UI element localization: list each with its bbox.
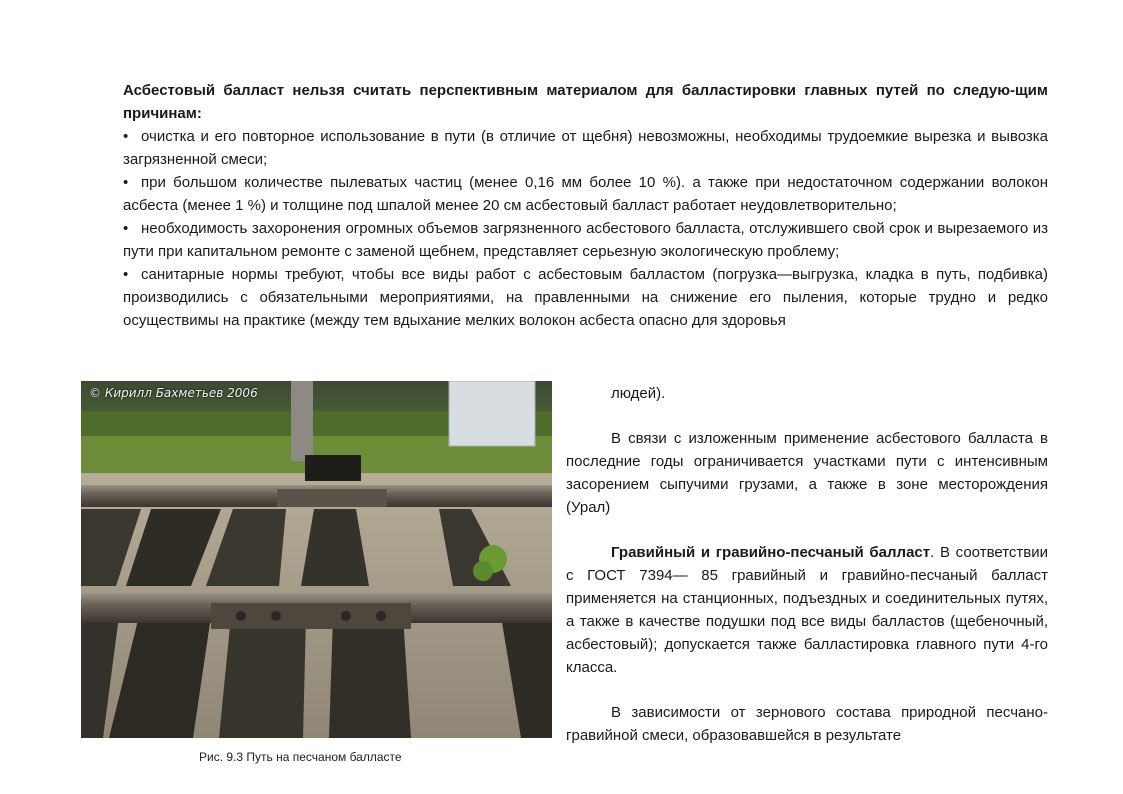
- gravel-paragraph: [566, 541, 1048, 679]
- track-photo: [81, 381, 552, 738]
- gravel-body: . В соответствии с ГОСТ 7394— 85 гравийный и гравийно-песчаный балласт применяется на станционных, подъездных и соединительных путях, а также в качестве подушки под все виды балластов (щебеночный, асбестовый); допускается также балластировка главного пути 4-го класса.: [566, 544, 1049, 676]
- list-item-text: при большом количестве пылеватых частиц (менее 0,16 мм более 10 %). а также при недостаточном содержании волокон асбеста (менее 1 %) и толщине под шпалой менее 20 см асбестовый балласт работает неудовлетворительно;: [123, 174, 1048, 214]
- list-item-text: санитарные нормы требуют, чтобы все виды работ с асбестовым балластом (погрузка—выгрузка, кладка в путь, подбивка) производились с обязательными мероприятиями, на правленными на снижение его пыления, которые трудно и редко осуществимы на практике (между тем вдыхание мелких волокон асбеста опасно для здоровья: [123, 266, 1048, 329]
- asbestos-summary-paragraph: В связи с изложенным применение асбестового балласта в последние годы ограничивается участками пути с интенсивным засорением сыпучими грузами, а также в зоне месторождения (Урал): [566, 430, 1048, 516]
- intro-text: Асбестовый балласт нельзя считать перспективным материалом для балластировки главных путей по следую-щим причинам:: [123, 82, 1048, 122]
- list-item: [123, 125, 1048, 171]
- list-item: [123, 171, 1048, 217]
- list-item: [123, 263, 1048, 332]
- bullet-icon: •: [123, 220, 129, 237]
- bullet-continuation: людей).: [611, 385, 666, 402]
- list-item: [123, 217, 1048, 263]
- bullet-icon: •: [123, 266, 129, 283]
- track-photo-illustration: [81, 381, 552, 738]
- list-item-text: очистка и его повторное использование в пути (в отличие от щебня) невозможны, необходимы трудоемкие вырезка и вывозка загрязненной смеси;: [123, 128, 1048, 168]
- figure-caption: Рис. 9.3 Путь на песчаном балласте: [199, 750, 402, 764]
- grain-composition-paragraph: В зависимости от зернового состава природной песчано-гравийной смеси, образовавшейся в результате: [566, 704, 1048, 744]
- bullet-icon: •: [123, 174, 129, 191]
- gravel-heading: Гравийный и гравийно-песчаный балласт: [611, 544, 931, 561]
- reasons-list: [123, 125, 1048, 332]
- bullet-icon: •: [123, 128, 129, 145]
- photo-copyright: © Кирилл Бахметьев 2006: [89, 386, 258, 400]
- list-item-text: необходимость захоронения огромных объемов загрязненного асбестового балласта, отслужившего свой срок и вырезаемого из пути при капитальном ремонте с заменой щебнем, представляет серьезную экологическую проблему;: [123, 220, 1048, 260]
- intro-paragraph: [123, 79, 1048, 125]
